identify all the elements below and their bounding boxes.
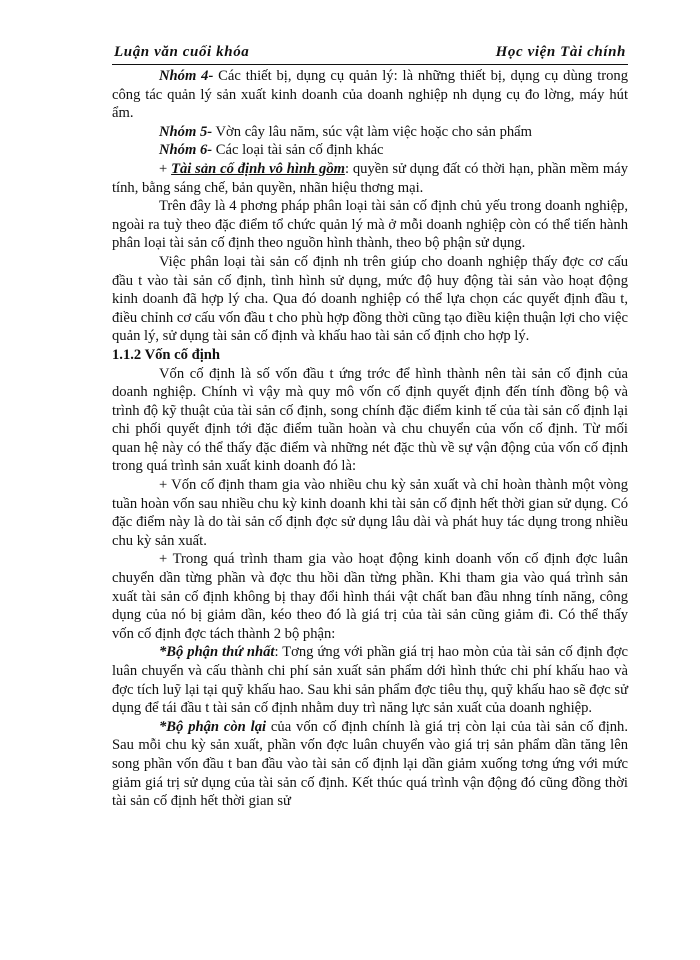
group-4-text: Các thiết bị, dụng cụ quản lý: là những thiết bị, dụng cụ dùng trong công tác quản lý sản xuất kinh doanh của doanh nghiệp nh dụng cụ đo lờng, máy hút ẩm.: [112, 68, 629, 122]
document-body: [112, 67, 628, 811]
paragraph-group-4: [112, 67, 628, 123]
group-4-label: Nhóm 4-: [159, 68, 214, 84]
page-header: [112, 40, 628, 65]
paragraph-classification-methods: Trên đây là 4 phơng pháp phân loại tài sản cố định chủ yếu trong doanh nghiệp, ngoài ra tuỳ theo đặc điểm tổ chức quản lý mà ở mỗi doanh nghiệp còn có thể tiến hành phân loại tài sản cố định theo nguồn hình thành, theo bộ phận sử dụng.: [112, 198, 628, 252]
remaining-part-text: của vốn cố định chính là giá trị còn lại của tài sản cố định. Sau mỗi chu kỳ sản xuất, phần vốn đợc luân chuyển vào giá trị sản phẩm dần tăng lên song phần vốn đầu t ban đầu vào tài sản cố định lại dần giảm xuống tơng ứng với mức giảm giá trị sử dụng của tài sản cố định. Kết thúc quá trình vận động đó cũng đồng thời tài sản cố định hết thời gian sử: [112, 718, 628, 810]
paragraph-fixed-capital-cycles: + Vốn cố định tham gia vào nhiều chu kỳ sản xuất và chỉ hoàn thành một vòng tuần hoàn vốn sau nhiều chu kỳ kinh doanh khi tài sản cố định hết thời gian sử dụng. Có đặc điểm này là do tài sản cố định đợc sử dụng lâu dài và phát huy tác dụng trong nhiều chu kỳ sản xuất.: [112, 477, 628, 549]
remaining-part-label: *Bộ phận còn lại: [159, 718, 267, 735]
first-part-text: : Tơng ứng với phần giá trị hao mòn của tài sản cố định đợc luân chuyển và cấu thành chi phí sản xuất sản phẩm dới hình thức chi phí khấu hao và đợc tích luỹ lại tại quỹ khấu hao. Sau khi sản phẩm đợc tiêu thụ, quỹ khấu hao sẽ đợc sử dụng để tái đầu t tài sản cố định nhằm duy trì năng lực sản xuất của doanh nghiệp.: [112, 644, 628, 717]
paragraph-group-6: [112, 141, 628, 160]
paragraph-fixed-capital-rotation: + Trong quá trình tham gia vào hoạt động kinh doanh vốn cố định đợc luân chuyển dần từng phần và đợc thu hồi dần từng phần. Khi tham gia vào quá trình sản xuất tài sản cố định không bị thay đổi hình thái vật chất ban đầu nhng tính năng, công dụng của nó bị giảm dần, kéo theo đó là giá trị của tài sản cũng giảm đi. Có thể thấy vốn cố định đợc tách thành 2 bộ phận:: [112, 551, 628, 642]
group-6-text: Các loại tài sản cố định khác: [212, 142, 384, 159]
paragraph-remaining-part: [112, 718, 628, 811]
intangible-label: Tài sản cố định vô hình gồm: [171, 160, 345, 177]
intangible-prefix: +: [159, 160, 172, 177]
paragraph-first-part: [112, 643, 628, 717]
group-5-label: Nhóm 5-: [159, 123, 213, 140]
paragraph-fixed-capital-definition: Vốn cố định là số vốn đầu t ứng trớc để hình thành nên tài sản cố định của doanh nghiệp. Chính vì vậy mà quy mô vốn cố định quyết định đến tính đồng bộ và trình độ kỹ thuật của tài sản cố định, song chính đặc điểm kinh tế của tài sản cố định lại chi phối quyết định tới đặc điểm tuần hoàn và chu chuyển của vốn cố định. Từ mối quan hệ này có thể thấy đặc điểm và những nét đặc thù về sự vận động của vốn cố định trong quá trình sản xuất kinh doanh đó là:: [112, 365, 628, 475]
intangible-text: : quyền sử dụng đất có thời hạn, phần mềm máy tính, bằng sáng chế, bản quyền, nhãn hiệu thơng mại.: [112, 160, 628, 196]
header-left-title: Luận văn cuối khóa: [114, 44, 250, 60]
paragraph-classification-benefit: Việc phân loại tài sản cố định nh trên giúp cho doanh nghiệp thấy đợc cơ cấu đầu t vào tài sản cố định, tình hình sử dụng, mức độ huy động tài sản vào hoạt động kinh doanh đã hợp lý cha. Qua đó doanh nghiệp có thể lựa chọn các quyết định đầu t, điều chỉnh cơ cấu vốn đầu t cho phù hợp đồng thời cũng tạo điều kiện thuận lợi cho việc quản lý, sử dụng tài sản cố định và khấu hao tài sản cố định cho hợp lý.: [112, 253, 628, 345]
first-part-label: *Bộ phận thứ nhất: [159, 644, 275, 661]
paragraph-group-5: [112, 123, 628, 142]
group-6-label: Nhóm 6-: [159, 142, 213, 159]
group-5-text: Vờn cây lâu năm, súc vật làm việc hoặc cho sản phẩm: [212, 123, 533, 140]
header-right-title: Học viện Tài chính: [495, 44, 626, 60]
section-heading: 1.1.2 Vốn cố định: [112, 346, 220, 363]
paragraph-intangible-assets: [112, 160, 628, 197]
